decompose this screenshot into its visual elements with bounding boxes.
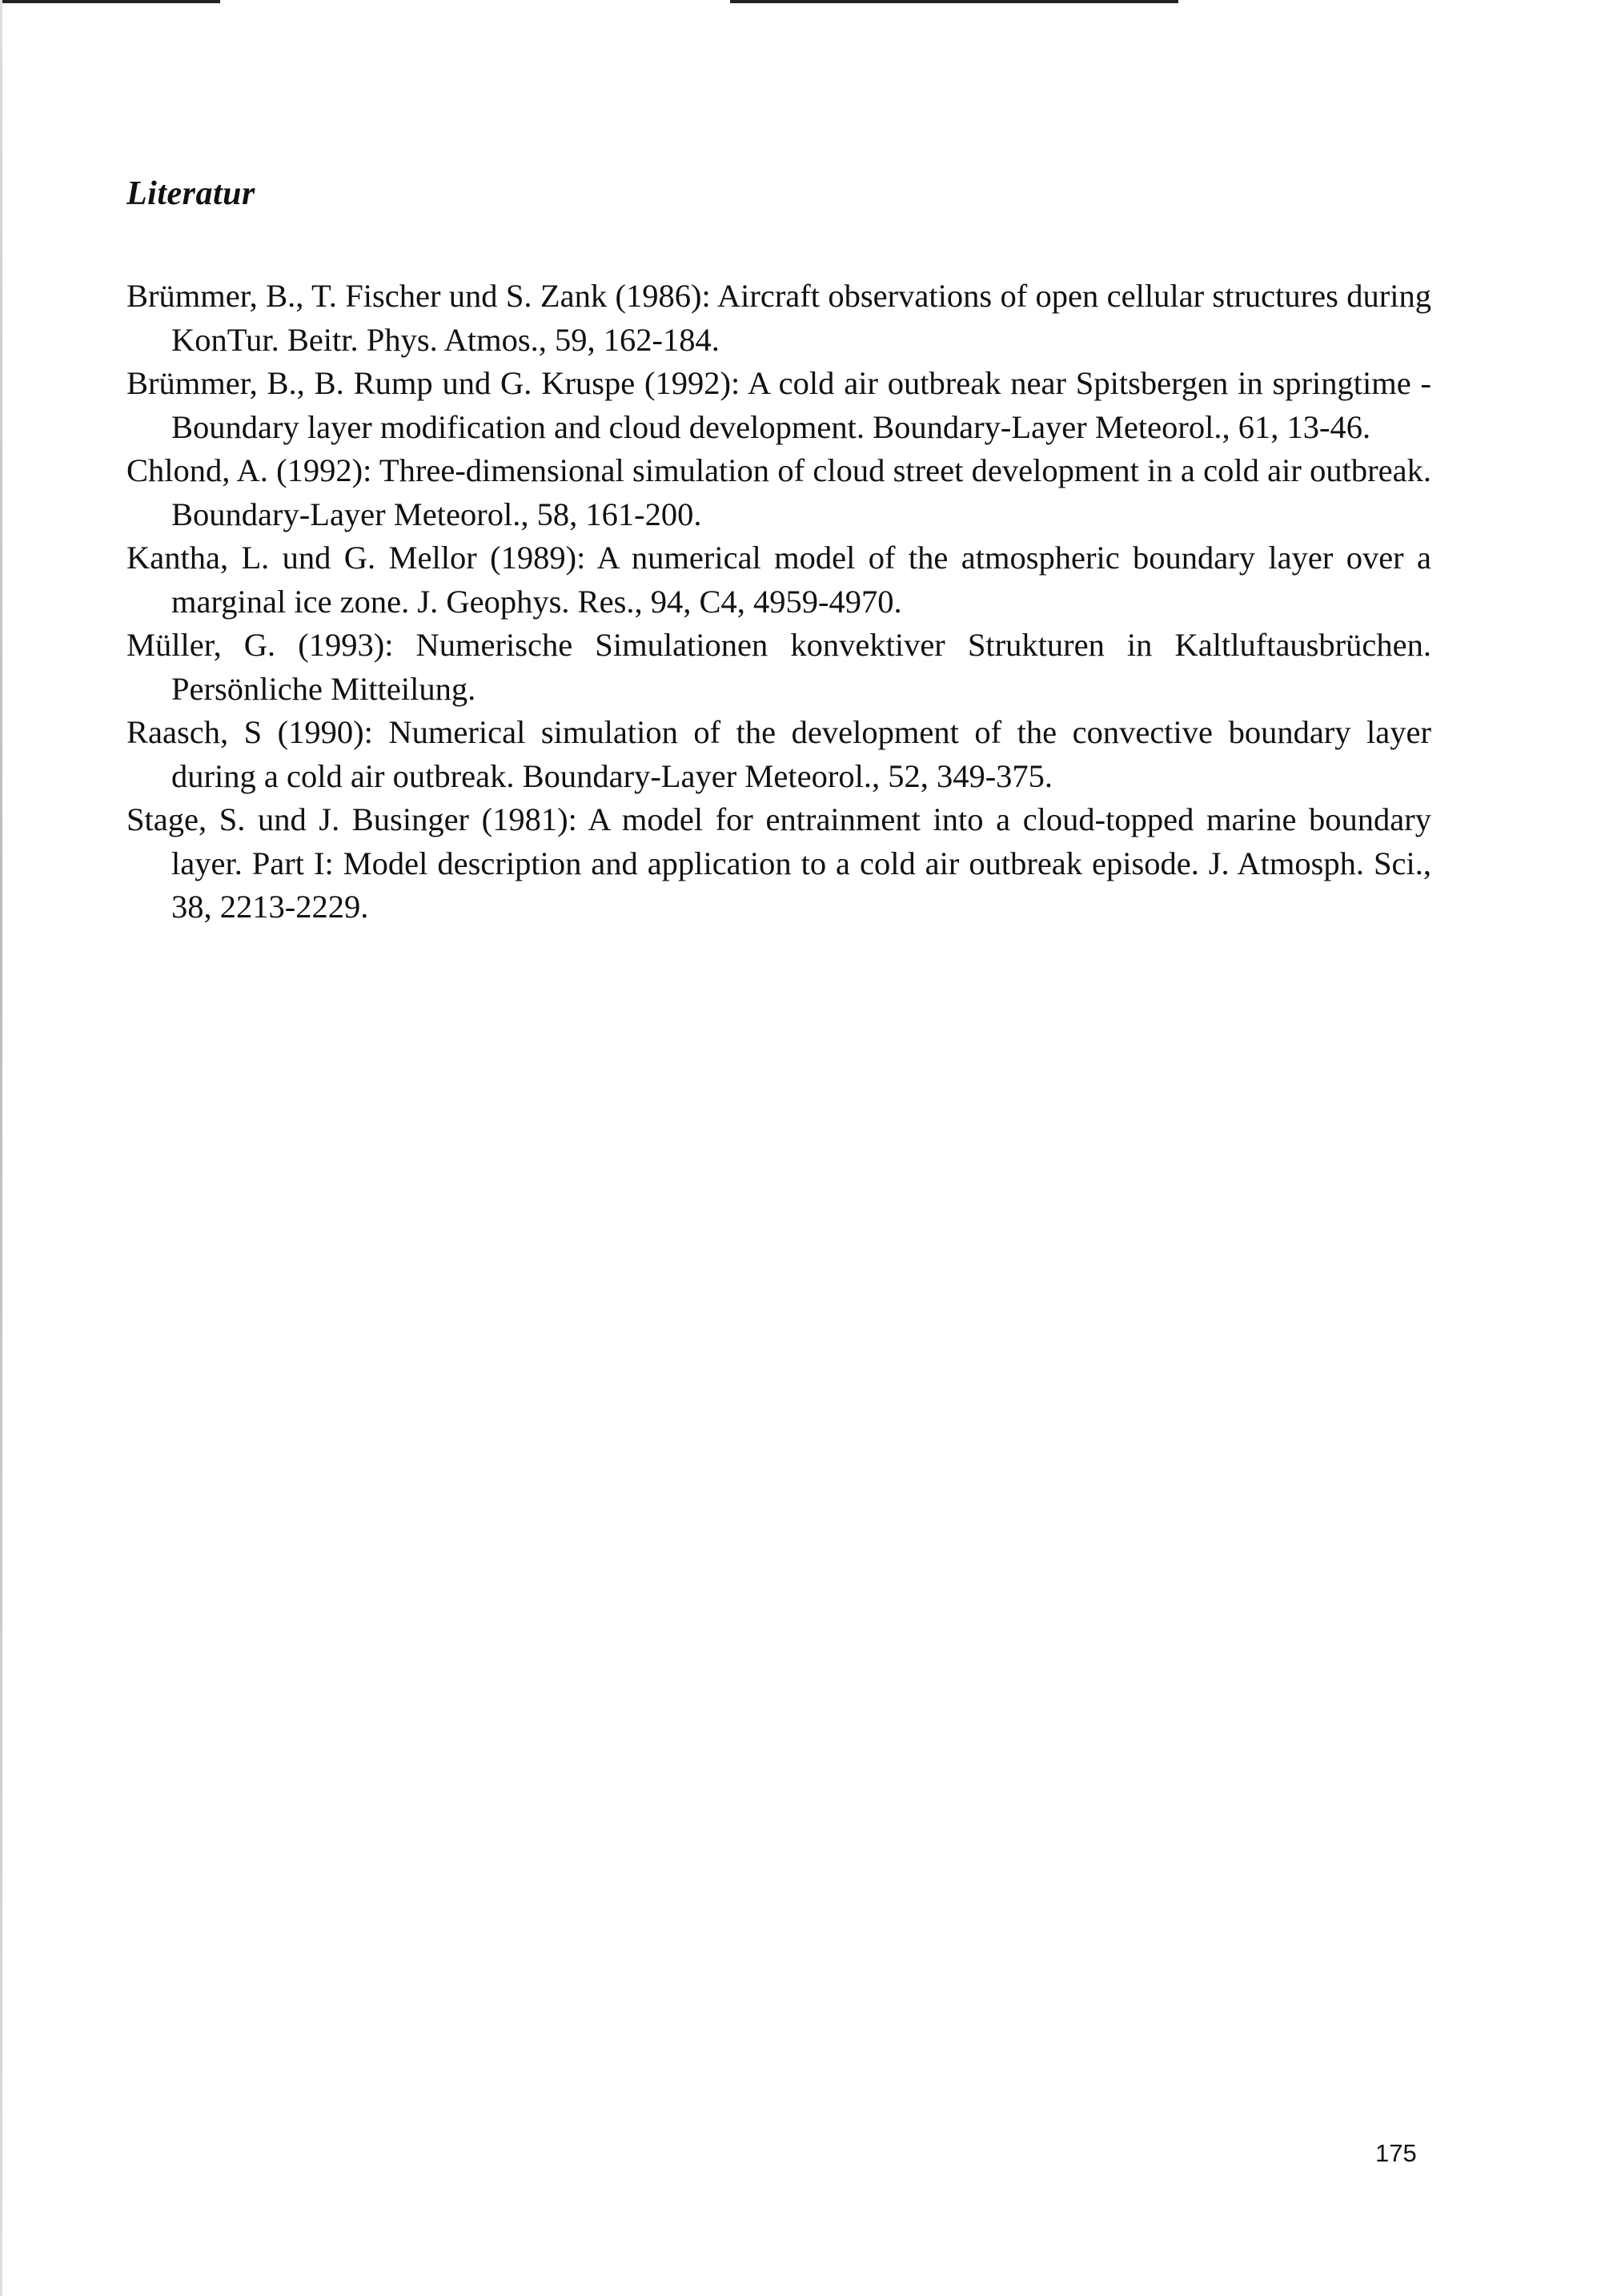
- reference-item: Raasch, S (1990): Numerical simulation of the development of the convective boundary layer during a cold air outbreak. Boundary-Layer Meteorol., 52, 349-375.: [126, 714, 1431, 794]
- top-rule-right: [730, 0, 1178, 3]
- reference-item: Brümmer, B., B. Rump und G. Kruspe (1992): A cold air outbreak near Spitsbergen in springtime - Boundary layer modification and cloud development. Boundary-Layer Meteorol., 61, 13-46.: [126, 365, 1431, 445]
- reference-item: Müller, G. (1993): Numerische Simulationen konvektiver Strukturen in Kaltluftausbrüchen. Persönliche Mitteilung.: [126, 627, 1431, 707]
- page-number: 175: [1375, 2139, 1417, 2167]
- page-edge: [0, 0, 2, 2296]
- reference-list: [126, 275, 1431, 929]
- reference-item: Brümmer, B., T. Fischer und S. Zank (1986): Aircraft observations of open cellular structures during KonTur. Beitr. Phys. Atmos., 59, 162-184.: [126, 278, 1431, 358]
- reference-item: Stage, S. und J. Businger (1981): A model for entrainment into a cloud-topped marine boundary layer. Part I: Model description and application to a cold air outbreak episode. J. Atmosph. Sci., 38, 2213-2229.: [126, 801, 1431, 925]
- reference-item: Chlond, A. (1992): Three-dimensional simulation of cloud street development in a cold air outbreak. Boundary-Layer Meteorol., 58, 161-200.: [126, 452, 1431, 532]
- top-rule-left: [0, 0, 220, 3]
- reference-item: Kantha, L. und G. Mellor (1989): A numerical model of the atmospheric boundary layer over a marginal ice zone. J. Geophys. Res., 94, C4, 4959-4970.: [126, 540, 1431, 620]
- section-heading: Literatur: [126, 175, 255, 212]
